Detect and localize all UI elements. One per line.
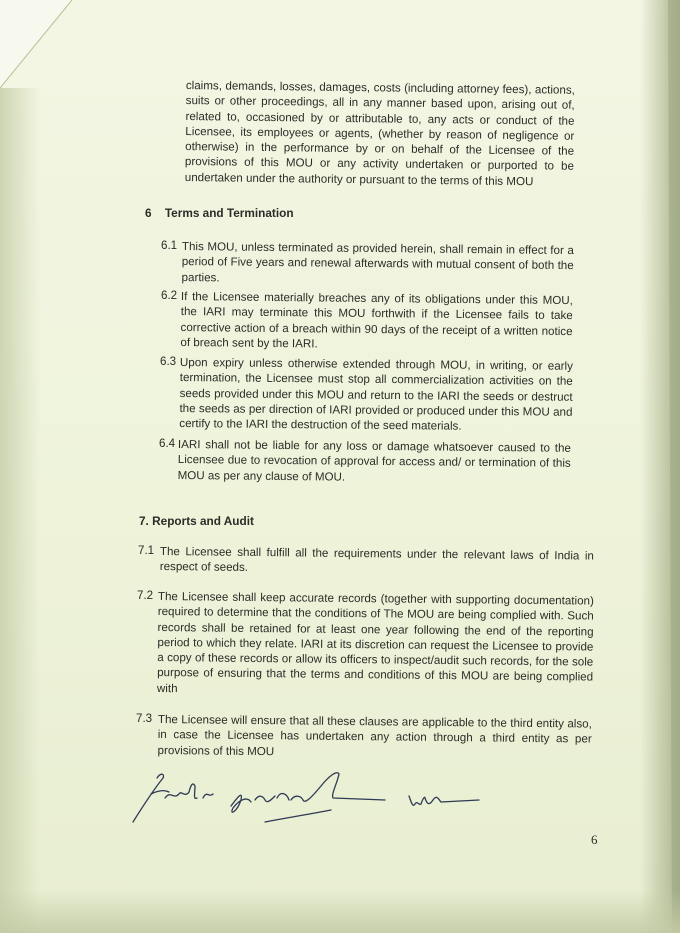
clause-7-2 (157, 589, 594, 701)
section-6-number: 6 (145, 206, 152, 220)
clause-7-2-text: The Licensee shall keep accurate records (together with supporting documentation) required to determine that the conditions of The MOU are being complied with. Such records shall be retained for at least one year following the end of the reporting period to which they relate. IARI at its discretion can request the Licensee to provide a copy of these records or allow its officers to inspect/audit such records, for the sole purpose of ensuring that the terms and conditions of this MOU are being complied with (156, 589, 594, 695)
clause-6-2 (180, 289, 573, 354)
clause-6-2-number: 6.2 (161, 289, 178, 302)
clause-6-4 (178, 437, 571, 487)
clause-7-1 (160, 544, 594, 579)
clause-6-1-number: 6.1 (161, 239, 178, 252)
clause-6-2-text: If the Licensee materially breaches any of its obligations under this MOU, the IARI may terminate this MOU forthwith if the Licensee fails to take corrective action of a breach within 90 days of the receipt of a written notice of breach sent by the IARI. (180, 289, 573, 351)
section-6-heading (145, 206, 294, 220)
signature-left (125, 760, 395, 830)
section-7-heading: 7. Reports and Audit (139, 514, 254, 528)
clause-6-3-text: Upon expiry unless otherwise extended through MOU, in writing, or early termination, the Licensee must stop all commercialization activities on the seeds provided under this MOU and return to the IARI the seeds or destruct the seeds as per direction of IARI provided or produced under this MOU and certify to the IARI the destruction of the seed materials. (179, 355, 573, 433)
clause-7-3-text: The Licensee will ensure that all these clauses are applicable to the third entity also, in case the Licensee has undertaken any action through a third entity as per provisions of this MOU (157, 712, 592, 758)
clause-6-1-text: This MOU, unless terminated as provided herein, shall remain in effect for a period of Five years and renewal afterwards with mutual consent of both the parties. (181, 239, 574, 284)
intro-clause (185, 78, 575, 190)
section-6-title: Terms and Termination (164, 206, 294, 220)
clause-6-3-number: 6.3 (160, 355, 177, 368)
page-number: 6 (591, 832, 598, 847)
clause-6-1 (182, 239, 574, 289)
clause-7-1-number: 7.1 (138, 544, 155, 557)
clause-7-3-number: 7.3 (136, 712, 153, 725)
clause-6-3 (179, 355, 573, 435)
clause-6-4-text: IARI shall not be liable for any loss or damage whatsoever caused to the Licensee due to revocation of approval for access and/ or termination of this MOU as per any clause of MOU. (177, 437, 571, 484)
clause-7-1-text: The Licensee shall fulfill all the requirements under the relevant laws of India in respect of seeds. (159, 544, 594, 575)
clause-6-4-number: 6.4 (159, 437, 176, 450)
intro-clause-text: claims, demands, losses, damages, costs (including attorney fees), actions, suits or other proceedings, all in any manner based upon, arising out of, related to, occasioned by or attributable to, any acts or conduct of the Licensee, its employees or agents, (whether by reason of negligence or otherwise) in the performance by or on behalf of the Licensee of the provisions of this MOU or any activity undertaken or purported to be undertaken under the authority or pursuant to the terms of this MOU (184, 78, 575, 189)
clause-7-2-number: 7.2 (137, 589, 154, 602)
clause-7-3 (158, 712, 592, 762)
signature-right (405, 786, 485, 816)
